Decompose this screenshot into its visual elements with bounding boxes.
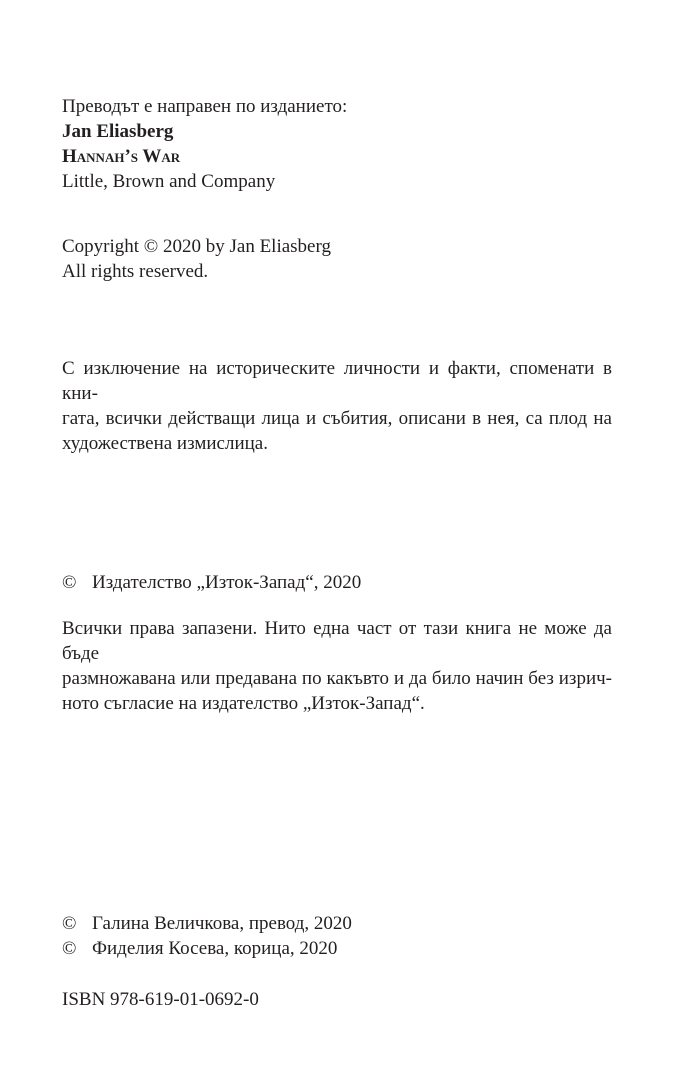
rights-line-1: Всички права запазени. Нито една част от тази книга не може да бъде bbox=[62, 618, 612, 664]
original-edition-info bbox=[62, 94, 612, 194]
rights-statement bbox=[62, 616, 612, 716]
disclaimer-line-2: гата, всички действащи лица и събития, описани в нея, са плод на bbox=[62, 408, 612, 429]
credit-translator bbox=[62, 911, 612, 936]
fiction-disclaimer bbox=[62, 356, 612, 456]
disclaimer-line-3: художествена измислица. bbox=[62, 433, 268, 454]
isbn-text: ISBN 978-619-01-0692-0 bbox=[62, 989, 259, 1010]
rights-reserved-line: All rights reserved. bbox=[62, 261, 209, 282]
publisher-copyright bbox=[62, 570, 612, 595]
credit-cover bbox=[62, 936, 612, 961]
credits bbox=[62, 911, 612, 961]
translator-credit-text: Галина Величкова, превод, 2020 bbox=[92, 913, 352, 934]
original-title: Hannah’s War bbox=[62, 146, 181, 167]
copyright-symbol: © bbox=[62, 913, 77, 934]
original-copyright bbox=[62, 234, 612, 284]
rights-line-3: ното съгласие на издателство „Изток-Запад“. bbox=[62, 693, 425, 714]
disclaimer-line-1: С изключение на историческите личности и факти, споменати в кни- bbox=[62, 358, 612, 404]
copyright-symbol: © bbox=[62, 572, 77, 593]
translation-source-intro: Преводът е направен по изданието: bbox=[62, 96, 348, 117]
publisher-copyright-text: Издателство „Изток-Запад“, 2020 bbox=[92, 572, 362, 593]
cover-credit-text: Фиделия Косева, корица, 2020 bbox=[92, 938, 338, 959]
rights-line-2: размножавана или предавана по какъвто и да било начин без изрич- bbox=[62, 668, 612, 689]
original-author: Jan Eliasberg bbox=[62, 121, 174, 142]
copyright-line: Copyright © 2020 by Jan Eliasberg bbox=[62, 236, 331, 257]
copyright-symbol: © bbox=[62, 938, 77, 959]
isbn bbox=[62, 987, 612, 1012]
original-publisher: Little, Brown and Company bbox=[62, 171, 276, 192]
